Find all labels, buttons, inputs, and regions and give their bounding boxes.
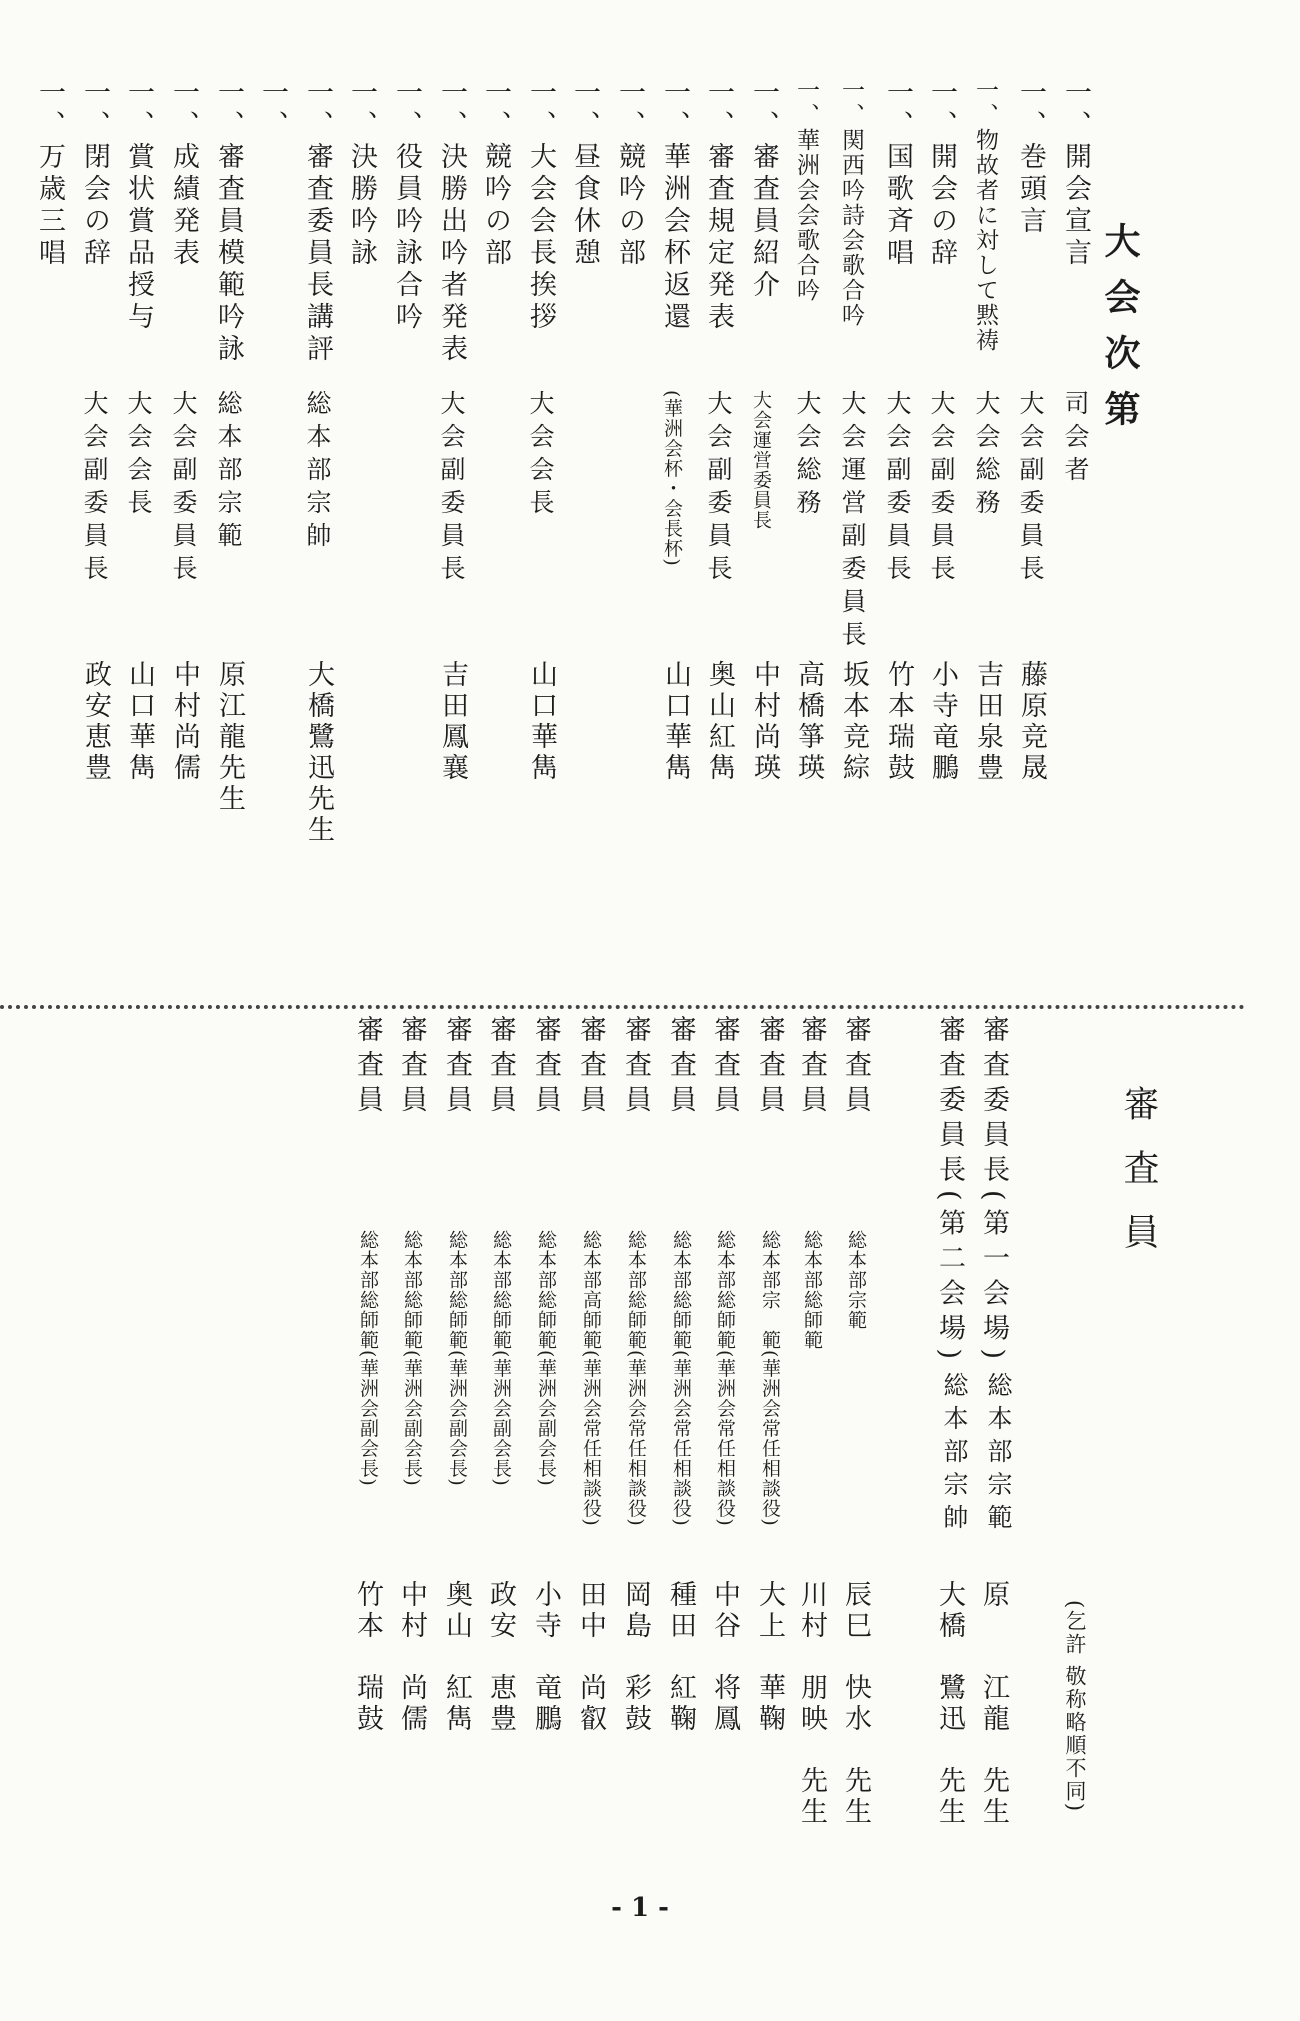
program-item-role: 大会副委員長 — [1016, 390, 1045, 588]
program-item-role: 大会会長 — [526, 390, 555, 522]
program-item-role: 大会運営副委員長 — [838, 390, 867, 654]
program-item-label: 一、審査員模範吟詠 — [213, 78, 244, 366]
program-item-label: 一、 — [257, 78, 288, 142]
judge-name: 竹本 瑞鼓 — [352, 1580, 383, 1735]
program-item-label: 一、成績発表 — [168, 78, 199, 270]
judge-role: 審査員 — [754, 1015, 785, 1120]
judge-name: 原 江龍 先生 — [978, 1580, 1009, 1828]
program-item-role: 総本部宗範 — [214, 390, 243, 555]
program-item-label: 一、審査規定発表 — [703, 78, 734, 334]
program-item-person: 小寺竜鵬 — [927, 660, 958, 784]
program-item-label: 一、審査委員長講評 — [302, 78, 333, 366]
program-item-label: 一、国歌斉唱 — [882, 78, 913, 270]
program-item-label: 一、昼食休憩 — [569, 78, 600, 270]
judge-title: 総本部総師範(華洲会副会長) — [357, 1230, 379, 1487]
judges-note: (乞許 敬称略順不同) — [1063, 1600, 1087, 1814]
program-item-person: 大橋鷺迅先生 — [303, 660, 334, 846]
judge-role: 審査委員長(第二会場) — [934, 1015, 965, 1368]
program-item-person: 高橋箏瑛 — [793, 660, 824, 784]
judge-name: 大橋 鷺迅 先生 — [934, 1580, 965, 1828]
program-item-role: 大会総務 — [972, 390, 1001, 522]
program-item-role: 大会副委員長 — [437, 390, 466, 588]
program-item-role: 大会副委員長 — [883, 390, 912, 588]
program-item-label: 一、大会会長挨拶 — [525, 78, 556, 334]
judges-title: 審査員 — [1118, 1085, 1159, 1277]
judge-name: 小寺 竜鵬 — [530, 1580, 561, 1735]
judge-role: 審査員 — [396, 1015, 427, 1120]
judge-title: 総本部宗範 — [984, 1372, 1013, 1537]
judge-role: 審査員 — [530, 1015, 561, 1120]
judge-title: 総本部総師範(華洲会副会長) — [535, 1230, 557, 1487]
program-item-person: 山口華雋 — [526, 660, 557, 784]
program-item-label: 一、決勝出吟者発表 — [436, 78, 467, 366]
judge-title: 総本部総師範(華洲会副会長) — [401, 1230, 423, 1487]
program-item-person: 奥山紅雋 — [704, 660, 735, 784]
program-item-person: 中村尚瑛 — [749, 660, 780, 784]
judge-name: 種田 紅鞠 — [665, 1580, 696, 1735]
section-divider — [0, 1005, 1245, 1009]
judge-title: 総本部総師範(華洲会常任相談役) — [714, 1230, 736, 1527]
judge-name: 政安 恵豊 — [485, 1580, 516, 1735]
program-title: 大会次第 — [1099, 222, 1141, 446]
program-item-role: 総本部宗帥 — [303, 390, 332, 555]
judge-name: 岡島 彩鼓 — [620, 1580, 651, 1735]
program-item-label: 一、決勝吟詠 — [346, 78, 377, 270]
judge-role: 審査員 — [485, 1015, 516, 1120]
program-item-label: 一、賞状賞品授与 — [123, 78, 154, 334]
program-item-label: 一、閉会の辞 — [79, 78, 110, 270]
judge-role: 審査員 — [709, 1015, 740, 1120]
program-item-person: 政安恵豊 — [80, 660, 111, 784]
program-item-role: 大会総務 — [793, 390, 822, 522]
judge-role: 審査員 — [441, 1015, 472, 1120]
program-item-role: (華洲会杯・会長杯) — [661, 390, 683, 567]
program-item-person: 吉田鳳襄 — [437, 660, 468, 784]
program-item-role: 大会副委員長 — [704, 390, 733, 588]
judge-role: 審査員 — [665, 1015, 696, 1120]
program-item-label: 一、巻頭言 — [1015, 78, 1046, 238]
program-item-person: 坂本竞綜 — [838, 660, 869, 784]
judge-role: 審査員 — [352, 1015, 383, 1120]
program-item-person: 原江龍先生 — [214, 660, 245, 815]
judge-title: 総本部総師範(華洲会常任相談役) — [625, 1230, 647, 1527]
program-item-label: 一、開会宣言 — [1060, 78, 1091, 270]
judge-name: 中村 尚儒 — [396, 1580, 427, 1735]
judge-name: 中谷 将鳳 — [709, 1580, 740, 1735]
program-item-role: 大会運営委員長 — [750, 390, 772, 530]
program-item-label: 一、関西吟詩会歌合吟 — [838, 78, 864, 328]
program-item-person: 山口華雋 — [124, 660, 155, 784]
judge-name: 川村 朋映 先生 — [796, 1580, 827, 1828]
judge-role: 審査委員長(第一会場) — [978, 1015, 1009, 1368]
program-item-role: 大会副委員長 — [80, 390, 109, 588]
judge-name: 奥山 紅雋 — [441, 1580, 472, 1735]
judge-role: 審査員 — [796, 1015, 827, 1120]
program-item-role: 大会副委員長 — [169, 390, 198, 588]
program-item-person: 竹本瑞鼓 — [883, 660, 914, 784]
judge-name: 田中 尚叡 — [575, 1580, 606, 1735]
program-item-person: 山口華雋 — [660, 660, 691, 784]
page-number: - 1 - — [611, 1893, 669, 1923]
program-item-label: 一、競吟の部 — [614, 78, 645, 270]
program-item-role: 司会者 — [1061, 390, 1090, 489]
judge-role: 審査員 — [620, 1015, 651, 1120]
judge-title: 総本部総師範(華洲会副会長) — [446, 1230, 468, 1487]
program-item-label: 一、競吟の部 — [480, 78, 511, 270]
judge-name: 辰巳 快水 先生 — [840, 1580, 871, 1828]
judge-title: 総本部総師範(華洲会常任相談役) — [670, 1230, 692, 1527]
program-item-role: 大会会長 — [124, 390, 153, 522]
program-item-label: 一、物故者に対して黙祷 — [972, 78, 998, 353]
program-item-label: 一、華洲会杯返還 — [659, 78, 690, 334]
judge-name: 大上 華鞠 — [754, 1580, 785, 1735]
program-item-label: 一、役員吟詠合吟 — [391, 78, 422, 334]
program-item-person: 吉田泉豊 — [972, 660, 1003, 784]
judge-role: 審査員 — [575, 1015, 606, 1120]
program-item-label: 一、開会の辞 — [926, 78, 957, 270]
judge-title: 総本部総師範 — [801, 1230, 823, 1350]
program-item-label: 一、審査員紹介 — [748, 78, 779, 302]
program-item-label: 一、万歳三唱 — [34, 78, 65, 270]
program-item-label: 一、華洲会会歌合吟 — [793, 78, 819, 303]
program-item-person: 中村尚儒 — [169, 660, 200, 784]
judge-title: 総本部宗範 — [845, 1230, 867, 1330]
program-item-role: 大会副委員長 — [927, 390, 956, 588]
judge-title: 総本部宗帥 — [940, 1372, 969, 1537]
judge-title: 総本部総師範(華洲会副会長) — [490, 1230, 512, 1487]
judge-title: 総本部高師範(華洲会常任相談役) — [580, 1230, 602, 1527]
judge-title: 総本部宗 範(華洲会常任相談役) — [759, 1230, 781, 1527]
program-item-person: 藤原竞晟 — [1016, 660, 1047, 784]
judge-role: 審査員 — [840, 1015, 871, 1120]
